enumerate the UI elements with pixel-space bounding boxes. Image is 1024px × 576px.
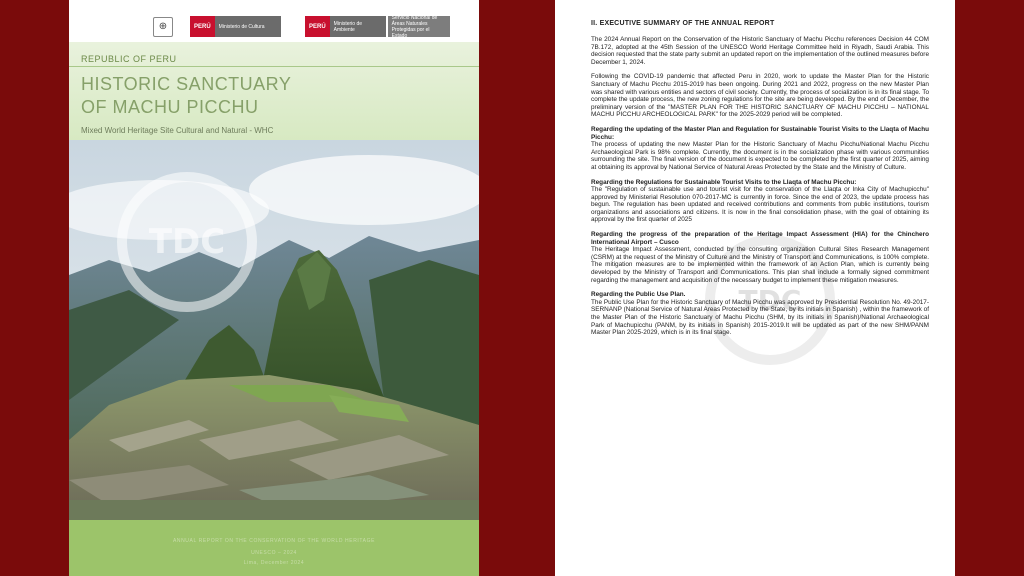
subsection-title: Regarding the progress of the preparation of the Heritage Impact Assessment (HIA) for the Chinchero International Airport – Cusco <box>591 231 929 246</box>
emblem-logo <box>153 16 173 37</box>
watermark-logo: TDC <box>705 235 835 365</box>
environment-ministry-logo: PERÚ Ministerio de Ambiente Servicio Nacional de Áreas Naturales Protegidas por el Estado <box>305 16 450 37</box>
cover-subtitle: Mixed World Heritage Site Cultural and Natural - WHC <box>81 126 274 135</box>
subsection-title: Regarding the updating of the Master Plan and Regulation for Sustainable Tourist Visits to the Llaqta of Machu Picchu: <box>591 125 929 141</box>
subsection-body: The Public Use Plan for the Historic Sanctuary of Machu Picchu was approved by Presidential Resolution No. 49-2017-SERNANP (National Service of Natural Areas Protected by the State, by its initials in Spanish) , within the framework of the Master Plan of the Historic Sanctuary of Machu Picchu (SHM, by its initials in Spanish)/National Archaeological Park of Machupicchu (PANM, by its initials in Spanish) 2015-2019.It will be updated as part of the new SHM/PANM Master Plan 2025-2029, which is in its final stage. <box>591 298 929 337</box>
footer-line2: UNESCO – 2024 <box>251 550 297 556</box>
footer-line3: Lima, December 2024 <box>243 560 305 566</box>
machu-picchu-photo <box>69 140 479 520</box>
subsection-body: The process of updating the new Master Plan for the Historic Sanctuary of Machu Picchu/National Machu Picchu Archaeological Park is 98% complete. Currently, the document is in the socialization phase with various communities surrounding the site. The final version of the document is expected to be completed by the first quarter of 2025, aiming at obtaining its approval by National Service of Natural Areas Protected by the State and the Ministry of Culture. <box>591 141 929 171</box>
report-content <box>591 20 929 344</box>
report-page <box>555 0 955 576</box>
subsection-body: The Heritage Impact Assessment, conducted by the consulting organization Cultural Sites Research Management (CSRM) at the request of the Ministry of Culture and the Ministry of Transport and Communications, is 100% complete. The mitigation measures are to be implemented within the framework of an Action Plan, which is currently being developed by the Ministry of Transport and Communications. This plan shall include a formally signed commitment regarding the management and acquisition of the necessary budget to implement these mitigation measures. <box>591 246 929 284</box>
divider <box>69 66 479 67</box>
paragraph: Following the COVID-19 pandemic that affected Peru in 2020, work to update the Master Plan for the Historic Sanctuary of Machu Picchu 2015-2019 has been ongoing. During 2021 and 2022, progress on the new Master Plan was shared with various entities and sectors of civil society. Currently, the process of socialization is in its final stage. To complete the update process, the new zoning regulations for the site are being developed. By the end of December, the preliminary version of the "MASTER PLAN FOR THE HISTORIC SANCTUARY OF MACHU PICCHU – NATIONAL MACHU PICCHU ARCHEOLOGICAL PARK" for the 2025-2029 period will be completed. <box>591 73 929 119</box>
footer-line1: ANNUAL REPORT ON THE CONSERVATION OF THE WORLD HERITAGE <box>172 538 376 544</box>
cover-footer <box>69 520 479 576</box>
subsection-body: The "Regulation of sustainable use and tourist visit for the conservation of the Llaqta or Inka City of Machupicchu" approved by Ministerial Resolution 070-2017-MC is currently in force. Since the end of 2023, the update process has begun. The regulation has been updated and received contributions and comments from public institutions, tourism organizations and associations and citizens. It is now in the final consolidation phase, with the goal of obtaining its approval by the first quarter of 2025 <box>591 186 929 224</box>
report-cover <box>69 0 479 576</box>
subsection-title: Regarding the Regulations for Sustainable Tourist Visits to the Llaqta of Machu Picchu: <box>591 178 857 186</box>
section-heading: II. EXECUTIVE SUMMARY OF THE ANNUAL REPORT <box>591 20 775 27</box>
culture-ministry-logo: PERÚ Ministerio de Cultura <box>190 16 281 37</box>
cover-title-line2: OF MACHU PICCHU <box>81 97 259 117</box>
logo-bar <box>69 0 479 42</box>
republic-label: REPUBLIC OF PERU <box>81 54 177 64</box>
subsection-title: Regarding the Public Use Plan. <box>591 291 686 299</box>
cover-title-line1: HISTORIC SANCTUARY <box>81 74 292 94</box>
watermark-logo: TDC <box>117 172 257 312</box>
paragraph: The 2024 Annual Report on the Conservation of the Historic Sanctuary of Machu Picchu references Decision 44 COM 7B.172, adopted at the 45th Session of the UNESCO World Heritage Committee held in Riyadh, Saudi Arabia. This decision requested that the state party submit an updated report on the implementation of the outlined measures before December 1, 2024. <box>591 36 929 66</box>
shield-icon: ⊕ <box>153 17 173 37</box>
